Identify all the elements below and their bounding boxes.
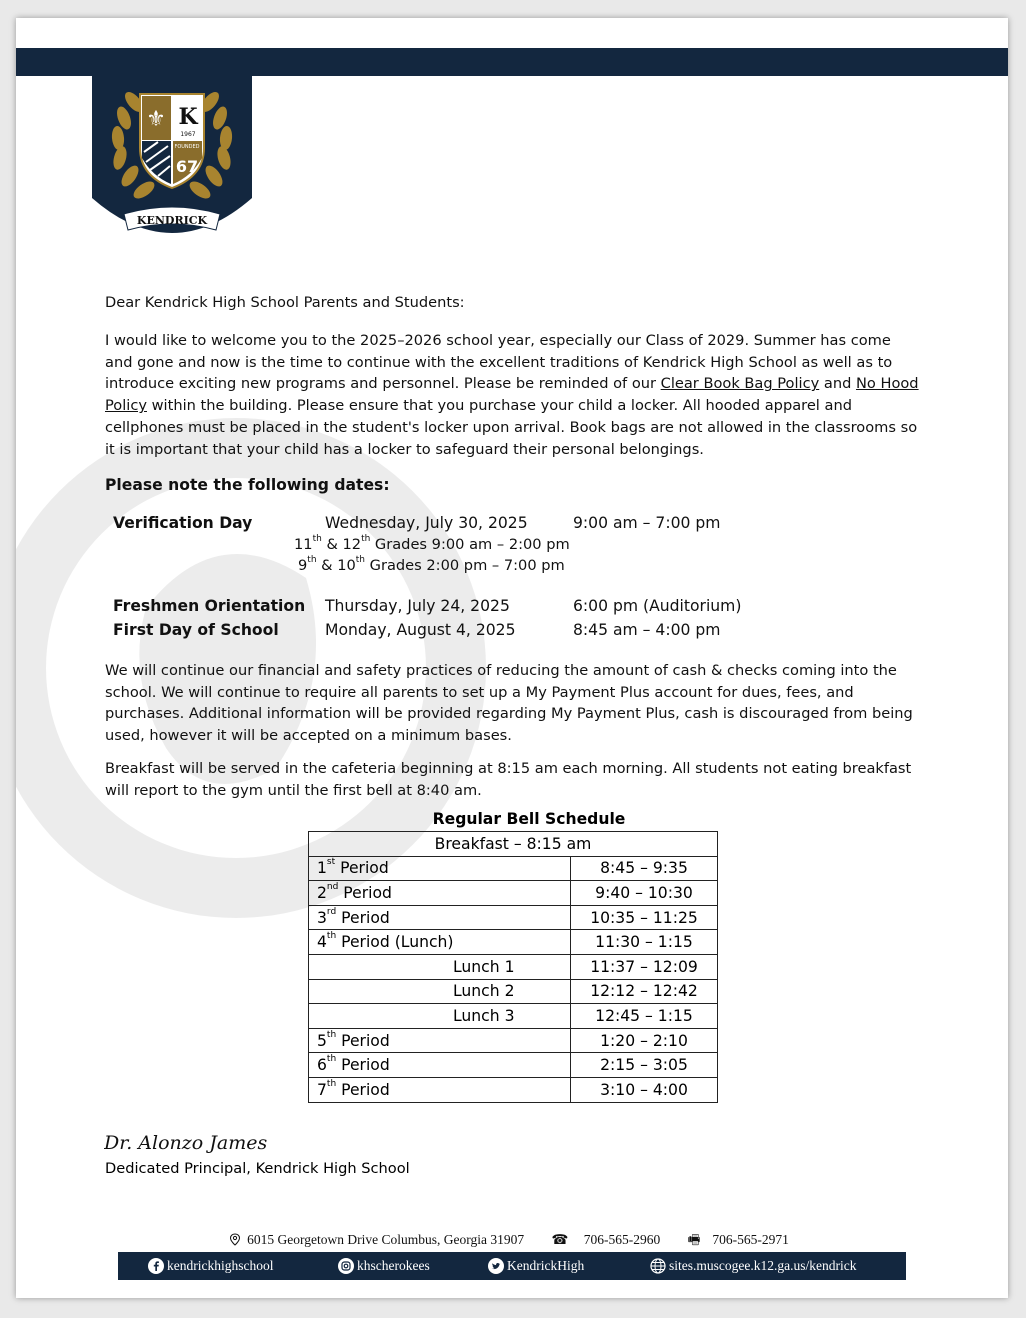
clear-book-bag-policy-link[interactable]: Clear Book Bag Policy [660, 375, 820, 393]
schedule-row [309, 930, 718, 955]
social-bar [118, 1252, 906, 1280]
website-link[interactable]: sites.muscogee.k12.ga.us/kendrick [650, 1252, 856, 1280]
phone-icon: ☎ [551, 1232, 569, 1247]
instagram-icon [338, 1258, 354, 1274]
period-time: 8:45 – 9:35 [571, 856, 718, 881]
period-name: 4th Period (Lunch) [309, 930, 571, 955]
greeting: Dear Kendrick High School Parents and Students: [105, 294, 465, 311]
twitter-icon [488, 1258, 504, 1274]
letter-page [16, 18, 1008, 1298]
school-crest-logo [92, 48, 252, 256]
period-time: 10:35 – 11:25 [571, 905, 718, 930]
schedule-row [309, 1077, 718, 1102]
schedule-row [309, 856, 718, 881]
freshmen-orientation-time: 6:00 pm (Auditorium) [573, 597, 742, 615]
intro-paragraph: I would like to welcome you to the 2025–2026 school year, especially our Class of 2029. Summer has come and gone and now is the time to continue with the excellent traditions of Kendrick High School as well as to introduce exciting new programs and personnel. Please be reminded of our Clear Book Bag Policy and No Hood Policy within the building. Please ensure that you purchase your child a locker. All hooded apparel and cellphones must be placed in the student's locker upon arrival. Book bags are not allowed in the classrooms so it is important that your child has a locker to safeguard their personal belongings. [105, 332, 919, 458]
fax-icon: 🖷 [687, 1232, 701, 1247]
globe-icon [650, 1258, 666, 1274]
location-pin-icon [229, 1233, 241, 1246]
fax: 🖷 706-565-2971 [687, 1232, 789, 1247]
freshmen-orientation-date: Thursday, July 24, 2025 [325, 597, 510, 615]
period-time: 11:37 – 12:09 [571, 954, 718, 979]
svg-text:KENDRICK: KENDRICK [136, 214, 208, 227]
svg-text:67: 67 [175, 157, 199, 176]
twitter-link[interactable]: KendrickHigh [488, 1252, 584, 1280]
period-time: 12:45 – 1:15 [571, 1004, 718, 1029]
period-name: 1st Period [309, 856, 571, 881]
period-name: Lunch 1 [309, 954, 571, 979]
period-name: 6th Period [309, 1053, 571, 1078]
breakfast-paragraph: Breakfast will be served in the cafeteria beginning at 8:15 am each morning. All students not eating breakfast will report to the gym until the first bell at 8:40 am. [105, 760, 912, 799]
verification-day-time: 9:00 am – 7:00 pm [573, 514, 721, 532]
phone: ☎ 706-565-2960 [551, 1232, 661, 1247]
svg-text:Dr. Alonzo James: Dr. Alonzo James [104, 1132, 268, 1154]
schedule-row [309, 1053, 718, 1078]
breakfast-cell: Breakfast – 8:15 am [309, 832, 718, 857]
verification-day-date: Wednesday, July 30, 2025 [325, 514, 528, 532]
payment-paragraph: We will continue our financial and safety practices of reducing the amount of cash & checks coming into the school. We will continue to require all parents to set up a My Payment Plus account for dues, fees, and purchases. Additional information will be provided regarding My Payment Plus, cash is discouraged from being used, however it will be accepted on a minimum bases. [105, 662, 913, 745]
no-hood-policy-link[interactable]: No Hood Policy [105, 375, 919, 415]
svg-text:K: K [178, 104, 198, 130]
period-name: 3rd Period [309, 905, 571, 930]
schedule-row [309, 1028, 718, 1053]
period-name: Lunch 3 [309, 1004, 571, 1029]
principal-title: Dedicated Principal, Kendrick High School [105, 1160, 410, 1177]
svg-text:1967: 1967 [180, 131, 196, 138]
principal-signature [104, 1125, 284, 1159]
contact-line [16, 1230, 1008, 1253]
freshmen-orientation-label: Freshmen Orientation [113, 597, 306, 615]
first-day-label: First Day of School [113, 621, 279, 639]
first-day-date: Monday, August 4, 2025 [325, 621, 516, 639]
verification-upper-grades: 11th & 12th Grades 9:00 am – 2:00 pm [294, 534, 570, 553]
period-name: 7th Period [309, 1077, 571, 1102]
bell-schedule-title: Regular Bell Schedule [432, 810, 626, 828]
schedule-row [309, 881, 718, 906]
facebook-link[interactable]: kendrickhighschool [148, 1252, 273, 1280]
address: 6015 Georgetown Drive Columbus, Georgia 31907 [229, 1232, 530, 1247]
period-name: Lunch 2 [309, 979, 571, 1004]
period-time: 2:15 – 3:05 [571, 1053, 718, 1078]
svg-text:⚜: ⚜ [146, 107, 166, 132]
dates-heading: Please note the following dates: [105, 476, 390, 494]
bell-schedule-table [308, 831, 718, 1103]
period-time: 12:12 – 12:42 [571, 979, 718, 1004]
facebook-icon [148, 1258, 164, 1274]
period-time: 9:40 – 10:30 [571, 881, 718, 906]
instagram-link[interactable]: khscherokees [338, 1252, 430, 1280]
breakfast-row [309, 832, 718, 857]
schedule-row [309, 905, 718, 930]
period-time: 11:30 – 1:15 [571, 930, 718, 955]
schedule-row [309, 954, 718, 979]
period-name: 5th Period [309, 1028, 571, 1053]
verification-day-label: Verification Day [113, 514, 253, 532]
verification-lower-grades: 9th & 10th Grades 2:00 pm – 7:00 pm [298, 555, 565, 574]
first-day-time: 8:45 am – 4:00 pm [573, 621, 721, 639]
period-time: 1:20 – 2:10 [571, 1028, 718, 1053]
schedule-row [309, 979, 718, 1004]
period-time: 3:10 – 4:00 [571, 1077, 718, 1102]
schedule-row [309, 1004, 718, 1029]
period-name: 2nd Period [309, 881, 571, 906]
svg-text:FOUNDED: FOUNDED [174, 144, 200, 150]
